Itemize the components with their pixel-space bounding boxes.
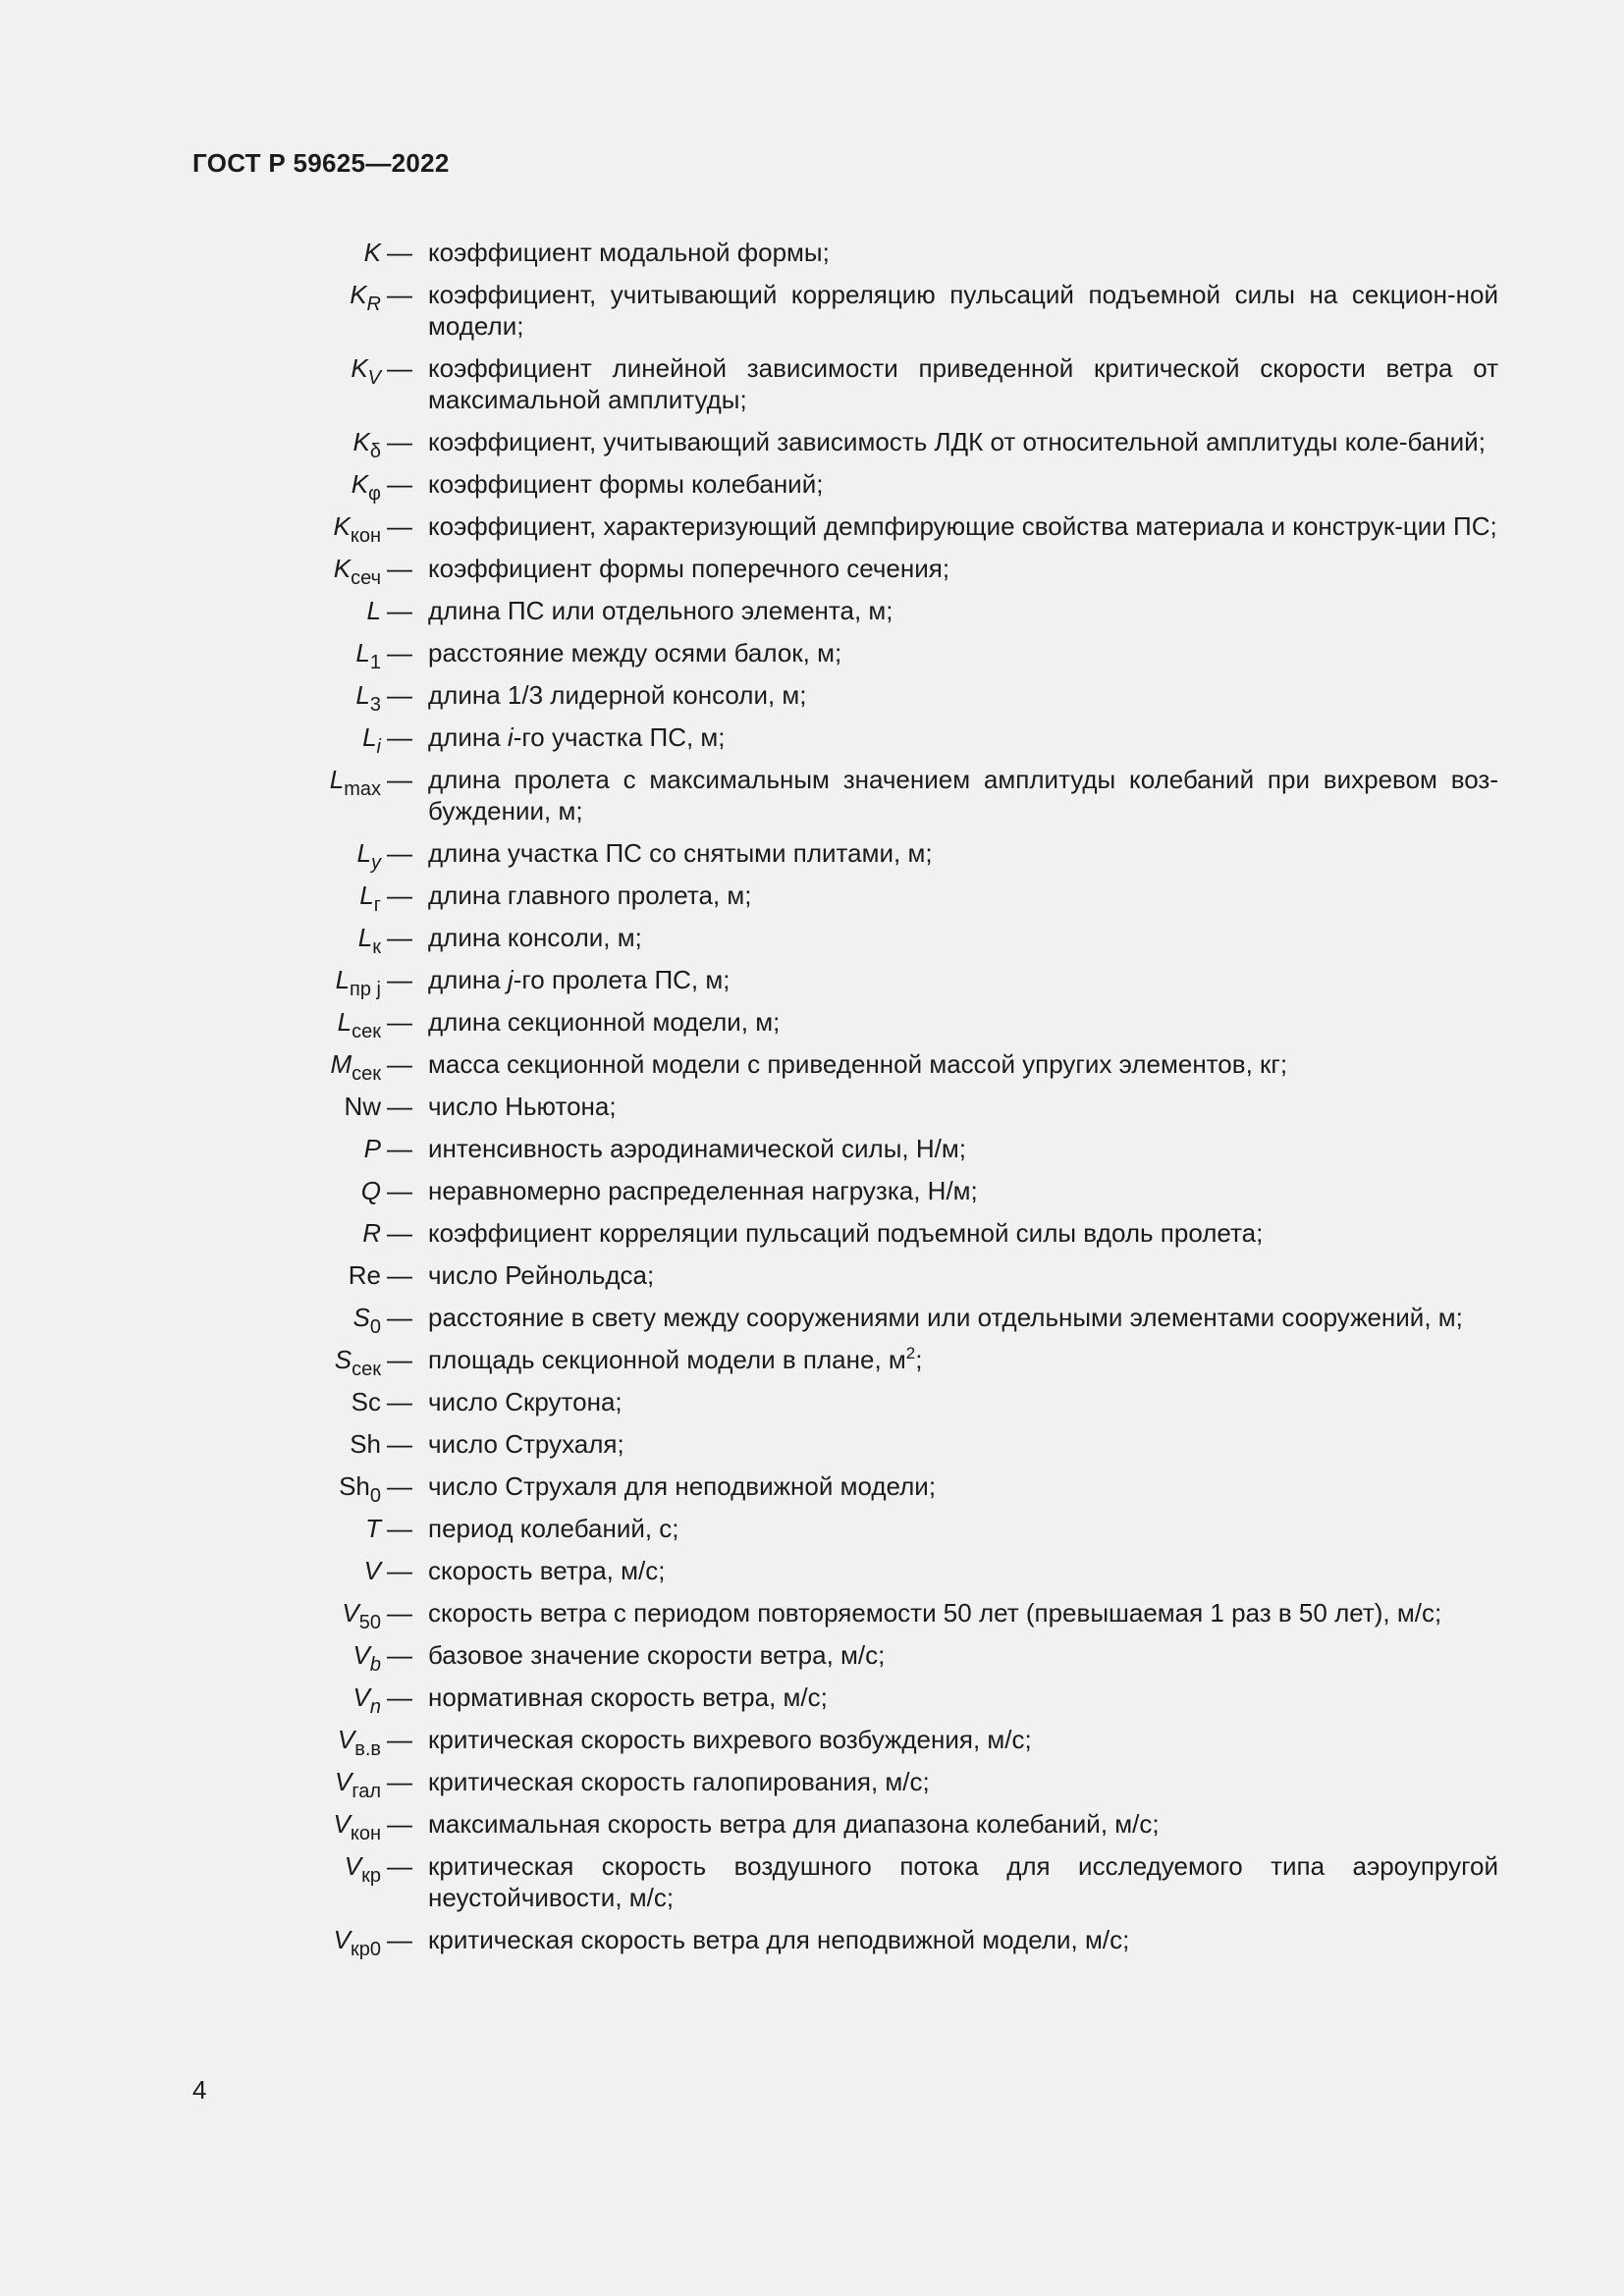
definition-text-part: расстояние в свету между сооружениями или отдельными элементами сооружений, м; <box>428 1303 1463 1332</box>
definition-row <box>192 426 1498 462</box>
symbol-base: L <box>355 680 370 710</box>
symbol-base: L <box>366 596 381 625</box>
symbol-subscript: δ <box>369 441 381 462</box>
symbol <box>192 595 428 626</box>
em-dash: — <box>387 1767 412 1796</box>
symbol-base: V <box>352 1682 370 1712</box>
definition-text-part: длина участка ПС со снятыми плитами, м; <box>428 838 933 868</box>
symbol-subscript: кон <box>350 1823 381 1844</box>
symbol-base: M <box>330 1049 352 1079</box>
symbol-subscript: φ <box>368 483 381 505</box>
em-dash: — <box>387 1303 412 1332</box>
definition-text-part: длина <box>428 965 508 994</box>
symbol-base: K <box>333 511 351 541</box>
em-dash: — <box>387 1851 412 1881</box>
definition-text-part: число Рейнольдса; <box>428 1260 655 1290</box>
symbol <box>192 1133 428 1164</box>
symbol <box>192 1808 428 1844</box>
definition-text <box>428 1682 1498 1713</box>
symbol-base: L <box>356 838 371 868</box>
definition-text <box>428 1766 1498 1797</box>
definition-row <box>192 468 1498 505</box>
definition-text <box>428 637 1498 668</box>
definition-text-part: критическая скорость воздушного потока для исследуемого типа аэроупругой неустойчивости, м/с; <box>428 1851 1498 1912</box>
definition-row <box>192 1724 1498 1760</box>
em-dash: — <box>387 469 412 499</box>
symbol <box>192 679 428 716</box>
definition-row <box>192 1470 1498 1507</box>
definition-text <box>428 1555 1498 1586</box>
definition-row <box>192 1302 1498 1338</box>
definition-row <box>192 721 1498 758</box>
symbol <box>192 964 428 1000</box>
em-dash: — <box>387 1260 412 1290</box>
symbol-subscript: сек <box>352 1359 381 1380</box>
symbol-subscript: кон <box>350 525 381 547</box>
symbol-list <box>192 237 1498 1966</box>
em-dash: — <box>387 353 412 383</box>
symbol <box>192 1048 428 1085</box>
em-dash: — <box>387 238 412 267</box>
symbol-subscript: max <box>344 778 381 800</box>
definition-text <box>428 880 1498 911</box>
definition-text-part: критическая скорость галопирования, м/с; <box>428 1767 930 1796</box>
definition-row <box>192 1597 1498 1633</box>
symbol <box>192 1344 428 1380</box>
definition-row <box>192 964 1498 1000</box>
symbol-base: Sh <box>350 1429 381 1459</box>
definition-text <box>428 1344 1498 1375</box>
definition-text-part: число Струхаля для неподвижной модели; <box>428 1471 937 1501</box>
definition-row <box>192 1428 1498 1460</box>
symbol <box>192 1470 428 1507</box>
symbol <box>192 637 428 673</box>
symbol-subscript: гал <box>352 1781 381 1802</box>
symbol <box>192 1006 428 1042</box>
em-dash: — <box>387 1682 412 1712</box>
definition-text-part: -го участка ПС, м; <box>513 722 726 752</box>
definition-italic-var: j <box>507 965 514 994</box>
definition-text <box>428 1217 1498 1249</box>
symbol-subscript: 3 <box>369 694 381 716</box>
symbol-subscript: кр0 <box>351 1939 381 1960</box>
definition-row <box>192 1091 1498 1122</box>
symbol <box>192 553 428 589</box>
symbol-base: V <box>344 1851 362 1881</box>
definition-text <box>428 510 1498 542</box>
definition-text <box>428 837 1498 869</box>
definition-text <box>428 237 1498 268</box>
symbol-subscript: г <box>373 894 381 916</box>
symbol-base: L <box>357 923 373 952</box>
definition-text <box>428 1006 1498 1038</box>
symbol-base: L <box>337 1007 352 1037</box>
symbol <box>192 1724 428 1760</box>
definition-row <box>192 837 1498 874</box>
em-dash: — <box>387 1725 412 1754</box>
definition-text-part: коэффициент формы колебаний; <box>428 469 824 499</box>
symbol-base: K <box>351 353 368 383</box>
symbol <box>192 837 428 874</box>
definition-text-part: масса секционной модели с приведенной массой упругих элементов, кг; <box>428 1049 1288 1079</box>
symbol-base: K <box>363 238 381 267</box>
symbol-base: L <box>329 765 345 794</box>
symbol-base: V <box>352 1640 370 1670</box>
definition-text-part: коэффициент корреляции пульсаций подъемной силы вдоль пролета; <box>428 1218 1264 1248</box>
definition-text <box>428 1428 1498 1460</box>
page-number: 4 <box>192 2075 207 2105</box>
em-dash: — <box>387 554 412 583</box>
definition-row <box>192 352 1498 415</box>
symbol <box>192 1175 428 1206</box>
definition-text <box>428 553 1498 584</box>
symbol <box>192 1302 428 1338</box>
definition-text <box>428 964 1498 995</box>
em-dash: — <box>387 1598 412 1628</box>
symbol <box>192 237 428 268</box>
symbol-subscript: V <box>367 367 381 389</box>
symbol-base: K <box>351 469 369 499</box>
em-dash: — <box>387 722 412 752</box>
definition-text-part: неравномерно распределенная нагрузка, Н/м; <box>428 1176 978 1205</box>
definition-row <box>192 510 1498 547</box>
symbol-subscript: y <box>371 852 381 874</box>
definition-row <box>192 1924 1498 1960</box>
symbol-subscript: сеч <box>351 567 381 589</box>
definition-text <box>428 1133 1498 1164</box>
definition-text <box>428 426 1498 457</box>
symbol <box>192 1386 428 1417</box>
symbol <box>192 1259 428 1291</box>
definition-row <box>192 1808 1498 1844</box>
em-dash: — <box>387 427 412 456</box>
symbol <box>192 1850 428 1887</box>
symbol <box>192 468 428 505</box>
definition-text <box>428 922 1498 953</box>
definition-row <box>192 679 1498 716</box>
symbol-base: V <box>333 1925 351 1954</box>
symbol <box>192 279 428 315</box>
definition-text-part: период колебаний, с; <box>428 1514 679 1543</box>
em-dash: — <box>387 838 412 868</box>
definition-text-part: ; <box>915 1345 923 1374</box>
em-dash: — <box>387 511 412 541</box>
definition-text-part: длина 1/3 лидерной консоли, м; <box>428 680 807 710</box>
definition-text-part: скорость ветра, м/с; <box>428 1556 666 1585</box>
symbol-subscript: 0 <box>369 1485 381 1507</box>
symbol <box>192 510 428 547</box>
symbol-base: L <box>359 881 374 910</box>
symbol-subscript: n <box>369 1696 381 1718</box>
symbol <box>192 426 428 462</box>
definition-row <box>192 637 1498 673</box>
definition-text-part: коэффициент модальной формы; <box>428 238 830 267</box>
definition-row <box>192 1766 1498 1802</box>
symbol <box>192 1682 428 1718</box>
definition-superscript: 2 <box>905 1344 916 1362</box>
definition-text <box>428 1175 1498 1206</box>
em-dash: — <box>387 1514 412 1543</box>
definition-text <box>428 352 1498 415</box>
symbol-base: Re <box>348 1260 381 1290</box>
symbol <box>192 1217 428 1249</box>
symbol-base: L <box>355 638 370 667</box>
symbol-base: V <box>342 1598 359 1628</box>
symbol-subscript: к <box>372 936 381 958</box>
em-dash: — <box>387 1134 412 1163</box>
symbol-subscript: сек <box>352 1063 381 1085</box>
definition-row <box>192 1344 1498 1380</box>
definition-text-part: число Скрутона; <box>428 1387 623 1416</box>
definition-text-part: коэффициент, учитывающий зависимость ЛДК от относительной амплитуды коле-баний; <box>428 427 1486 456</box>
definition-text-part: критическая скорость вихревого возбуждения, м/с; <box>428 1725 1032 1754</box>
em-dash: — <box>387 1092 412 1121</box>
definition-row <box>192 1555 1498 1586</box>
em-dash: — <box>387 1049 412 1079</box>
definition-row <box>192 880 1498 916</box>
definition-row <box>192 279 1498 342</box>
definition-text-part: базовое значение скорости ветра, м/с; <box>428 1640 886 1670</box>
em-dash: — <box>387 1218 412 1248</box>
symbol <box>192 1555 428 1586</box>
symbol <box>192 352 428 389</box>
em-dash: — <box>387 1176 412 1205</box>
definition-row <box>192 1048 1498 1085</box>
definition-text-part: -го пролета ПС, м; <box>513 965 731 994</box>
definition-text-part: площадь секционной модели в плане, м <box>428 1345 906 1374</box>
em-dash: — <box>387 1809 412 1839</box>
symbol-base: Q <box>360 1176 381 1205</box>
symbol-subscript: 0 <box>369 1316 381 1338</box>
definition-row <box>192 1639 1498 1676</box>
symbol-base: Nw <box>344 1092 381 1121</box>
definition-text <box>428 764 1498 827</box>
definition-row <box>192 1175 1498 1206</box>
definition-text <box>428 1091 1498 1122</box>
document-header: ГОСТ Р 59625—2022 <box>192 148 450 178</box>
symbol <box>192 880 428 916</box>
definition-text-part: длина пролета с максимальным значением амплитуды колебаний при вихревом воз-буждении, м; <box>428 765 1498 826</box>
definition-row <box>192 595 1498 626</box>
em-dash: — <box>387 596 412 625</box>
definition-row <box>192 1850 1498 1913</box>
definition-text-part: длина <box>428 722 508 752</box>
symbol <box>192 1924 428 1960</box>
definition-text-part: расстояние между осями балок, м; <box>428 638 842 667</box>
symbol <box>192 1639 428 1676</box>
definition-text-part: коэффициент, учитывающий корреляцию пульсаций подъемной силы на секцион-ной модели; <box>428 280 1498 341</box>
definition-text <box>428 1513 1498 1544</box>
symbol-subscript: в.в <box>354 1738 381 1760</box>
definition-row <box>192 1006 1498 1042</box>
em-dash: — <box>387 1925 412 1954</box>
symbol <box>192 1766 428 1802</box>
symbol <box>192 764 428 800</box>
definition-text <box>428 1386 1498 1417</box>
em-dash: — <box>387 680 412 710</box>
definition-text-part: число Струхаля; <box>428 1429 624 1459</box>
symbol-base: Sh <box>339 1471 370 1501</box>
em-dash: — <box>387 765 412 794</box>
em-dash: — <box>387 1007 412 1037</box>
symbol-subscript: 50 <box>358 1612 381 1633</box>
symbol <box>192 1513 428 1544</box>
definition-text <box>428 1597 1498 1629</box>
em-dash: — <box>387 881 412 910</box>
symbol-subscript: пр j <box>350 979 381 1000</box>
definition-text <box>428 1639 1498 1671</box>
definition-text-part: максимальная скорость ветра для диапазона колебаний, м/с; <box>428 1809 1160 1839</box>
symbol-base: S <box>334 1345 352 1374</box>
symbol-subscript: кр <box>361 1865 381 1887</box>
definition-text-part: критическая скорость ветра для неподвижной модели, м/с; <box>428 1925 1130 1954</box>
definition-row <box>192 922 1498 958</box>
symbol-base: R <box>362 1218 381 1248</box>
symbol-subscript: R <box>366 294 381 315</box>
definition-text-part: нормативная скорость ветра, м/с; <box>428 1682 828 1712</box>
symbol-base: V <box>337 1725 355 1754</box>
em-dash: — <box>387 1345 412 1374</box>
symbol-subscript: сек <box>352 1021 381 1042</box>
definition-row <box>192 1682 1498 1718</box>
symbol-base: V <box>335 1767 352 1796</box>
em-dash: — <box>387 280 412 309</box>
em-dash: — <box>387 923 412 952</box>
definition-row <box>192 1513 1498 1544</box>
definition-italic-var: i <box>507 722 514 752</box>
definition-text-part: коэффициент линейной зависимости приведенной критической скорости ветра от максимальной амплитуды; <box>428 353 1498 414</box>
em-dash: — <box>387 1471 412 1501</box>
definition-text <box>428 468 1498 500</box>
definition-row <box>192 553 1498 589</box>
symbol <box>192 1428 428 1460</box>
em-dash: — <box>387 1429 412 1459</box>
symbol-base: K <box>350 280 367 309</box>
definition-text <box>428 679 1498 711</box>
definition-text <box>428 1259 1498 1291</box>
definition-row <box>192 237 1498 268</box>
symbol-base: K <box>333 554 352 583</box>
definition-text <box>428 1808 1498 1840</box>
definition-row <box>192 1386 1498 1417</box>
definition-text <box>428 1048 1498 1080</box>
symbol <box>192 1597 428 1633</box>
symbol-base: K <box>352 427 370 456</box>
symbol-base: Sc <box>351 1387 381 1416</box>
symbol-subscript: i <box>376 736 381 758</box>
symbol <box>192 1091 428 1122</box>
definition-row <box>192 1259 1498 1291</box>
definition-text-part: число Ньютона; <box>428 1092 617 1121</box>
definition-text <box>428 1302 1498 1333</box>
symbol-subscript: 1 <box>369 652 381 673</box>
definition-text-part: интенсивность аэродинамической силы, Н/м; <box>428 1134 966 1163</box>
definition-text <box>428 279 1498 342</box>
symbol-base: L <box>335 965 351 994</box>
symbol-base: L <box>362 722 377 752</box>
definition-text-part: длина главного пролета, м; <box>428 881 752 910</box>
definition-text-part: длина ПС или отдельного элемента, м; <box>428 596 893 625</box>
em-dash: — <box>387 1387 412 1416</box>
definition-text <box>428 1470 1498 1502</box>
definition-text-part: скорость ветра с периодом повторяемости 50 лет (превышаемая 1 раз в 50 лет), м/с; <box>428 1598 1442 1628</box>
definition-text <box>428 721 1498 753</box>
symbol-base: P <box>363 1134 381 1163</box>
definition-text <box>428 1724 1498 1755</box>
definition-text-part: длина секционной модели, м; <box>428 1007 781 1037</box>
definition-text <box>428 1924 1498 1955</box>
symbol <box>192 721 428 758</box>
definition-row <box>192 764 1498 827</box>
definition-row <box>192 1133 1498 1164</box>
em-dash: — <box>387 1640 412 1670</box>
em-dash: — <box>387 1556 412 1585</box>
symbol-base: V <box>363 1556 381 1585</box>
em-dash: — <box>387 965 412 994</box>
symbol-subscript: b <box>369 1654 381 1676</box>
definition-text <box>428 1850 1498 1913</box>
em-dash: — <box>387 638 412 667</box>
definition-row <box>192 1217 1498 1249</box>
symbol-base: T <box>365 1514 381 1543</box>
definition-text <box>428 595 1498 626</box>
symbol-base: S <box>352 1303 370 1332</box>
definition-text-part: коэффициент формы поперечного сечения; <box>428 554 950 583</box>
definition-text-part: длина консоли, м; <box>428 923 642 952</box>
symbol <box>192 922 428 958</box>
definition-text-part: коэффициент, характеризующий демпфирующие свойства материала и конструк-ции ПС; <box>428 511 1497 541</box>
symbol-base: V <box>333 1809 351 1839</box>
